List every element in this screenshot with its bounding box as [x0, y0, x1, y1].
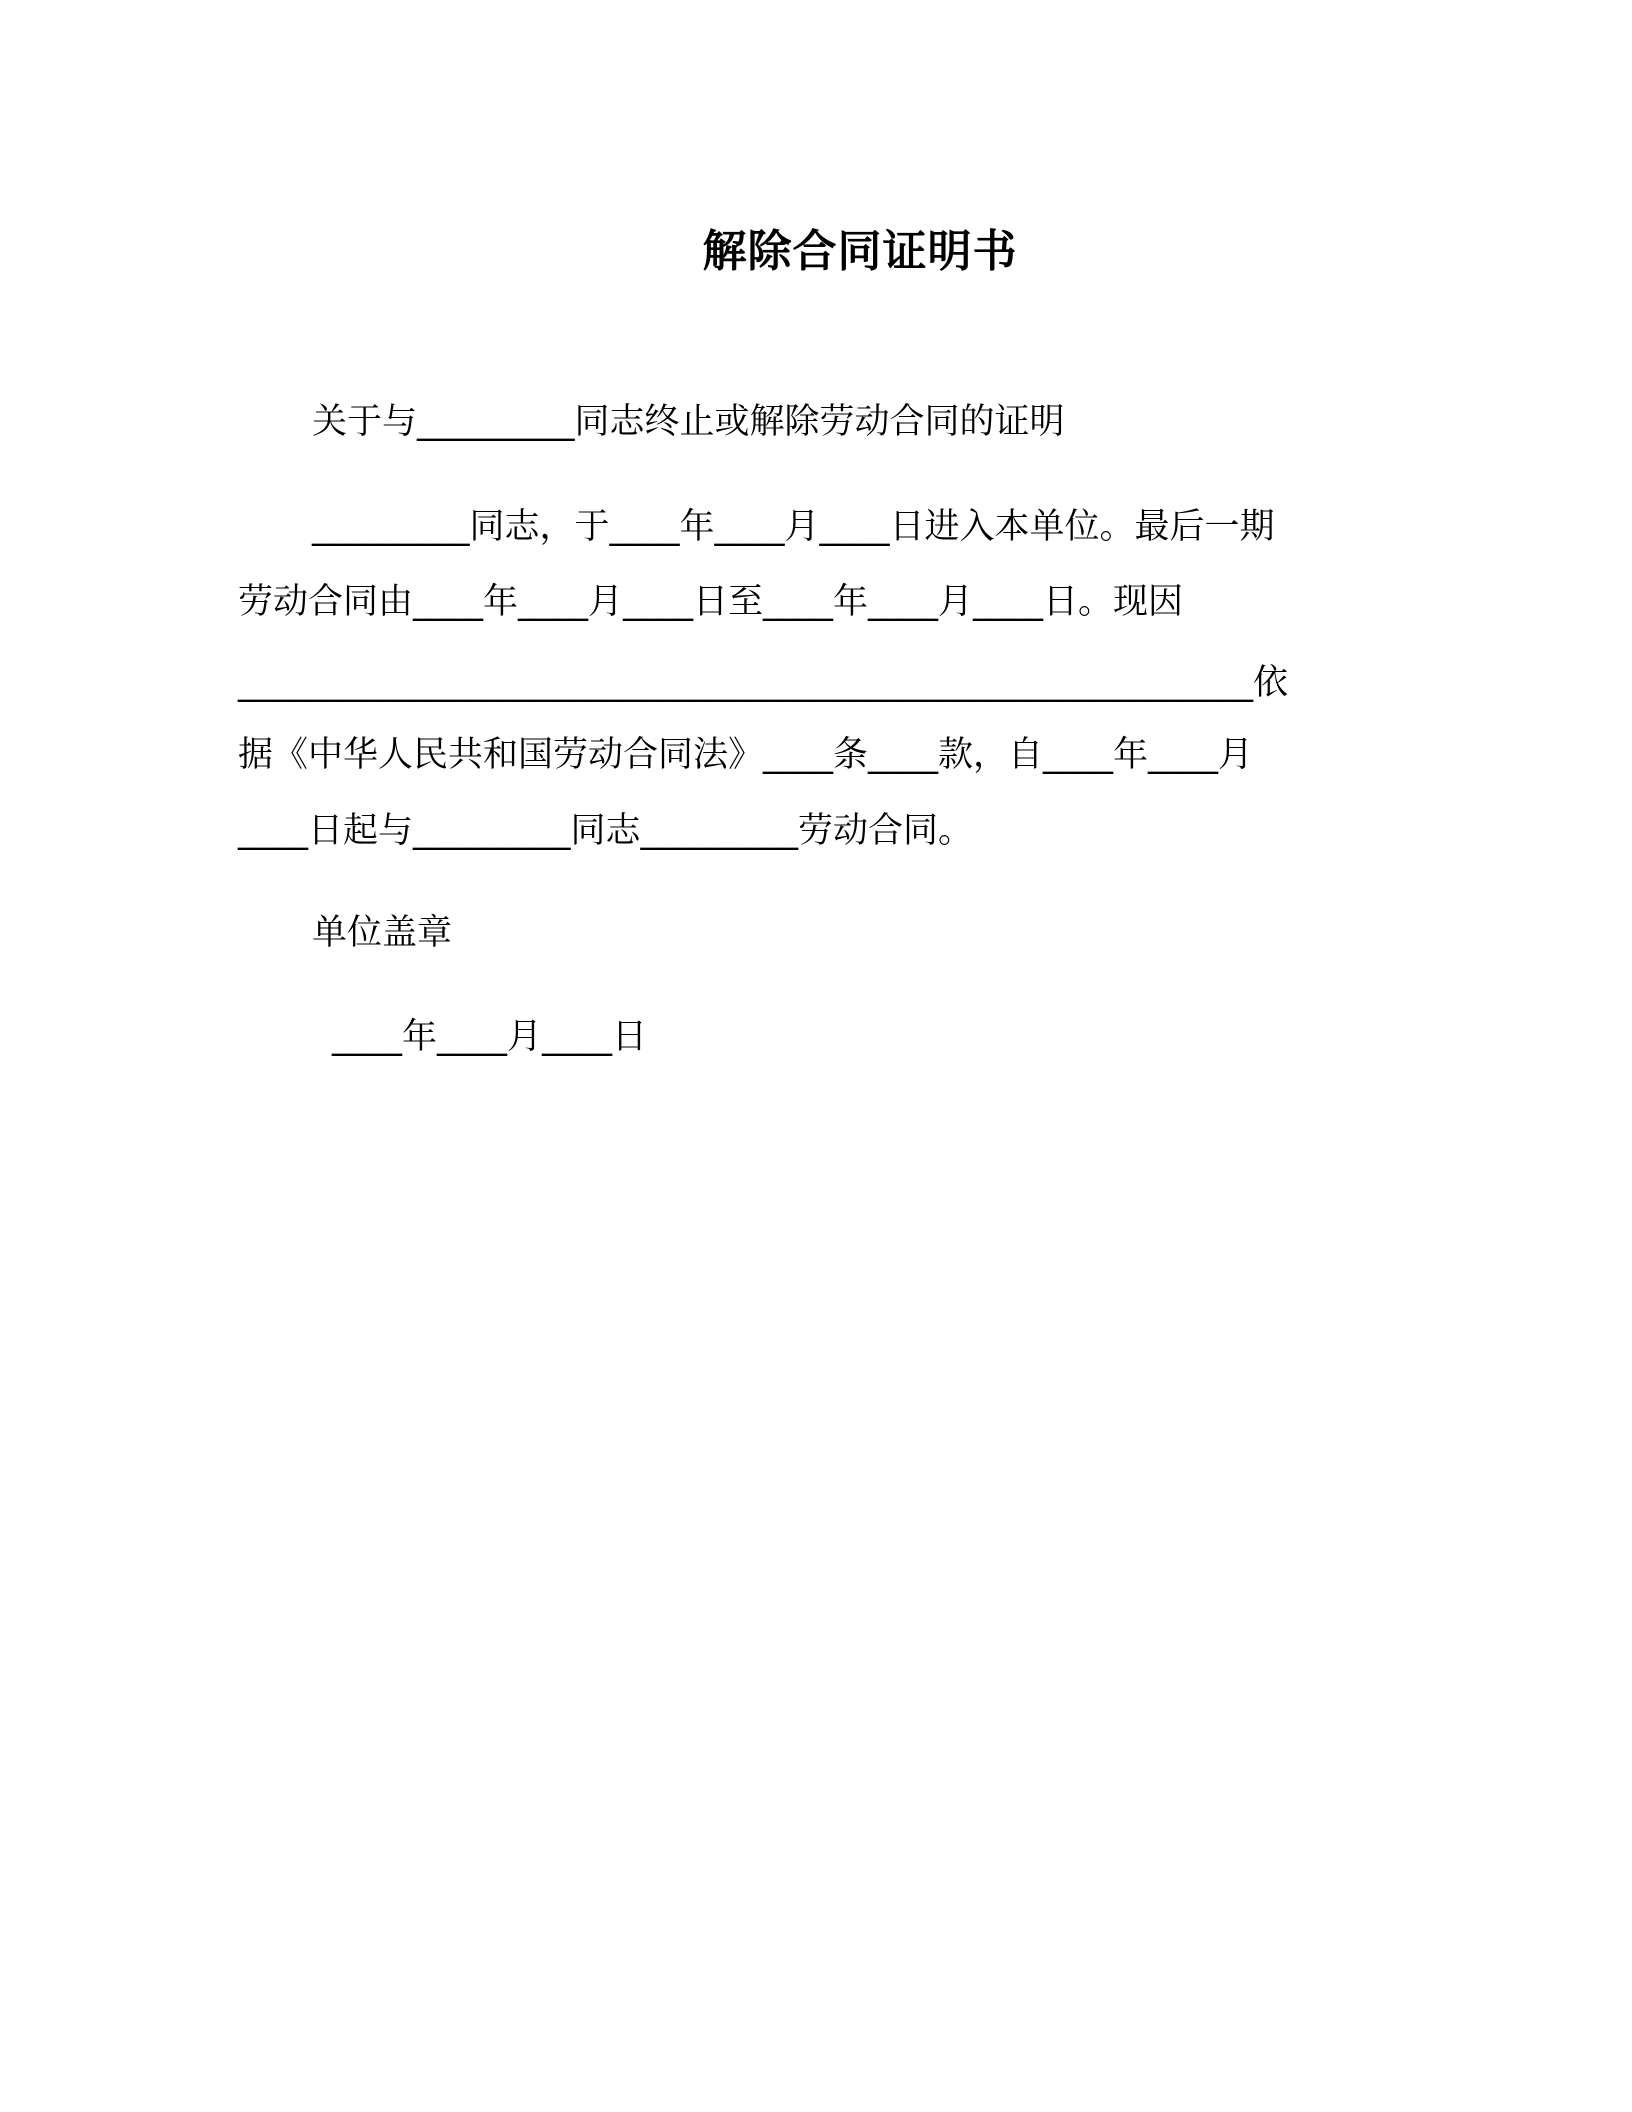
seal-label: 单位盖章 [312, 913, 453, 953]
body-line-5: ____日起与_________同志_________劳动合同。 [238, 811, 974, 851]
body-line-3: __________________________________________________________依 [238, 663, 1289, 703]
date-line: ____年____月____日 [332, 1017, 648, 1057]
body-line-2: 劳动合同由____年____月____日至____年____月____日。现因 [238, 582, 1184, 622]
body-line-4: 据《中华人民共和国劳动合同法》____条____款，自____年____月 [238, 735, 1254, 775]
subject-line: 关于与_________同志终止或解除劳动合同的证明 [312, 402, 1065, 442]
body-line-1: _________同志，于____年____月____日进入本单位。最后一期 [312, 507, 1275, 547]
document-title: 解除合同证明书 [702, 226, 1018, 277]
